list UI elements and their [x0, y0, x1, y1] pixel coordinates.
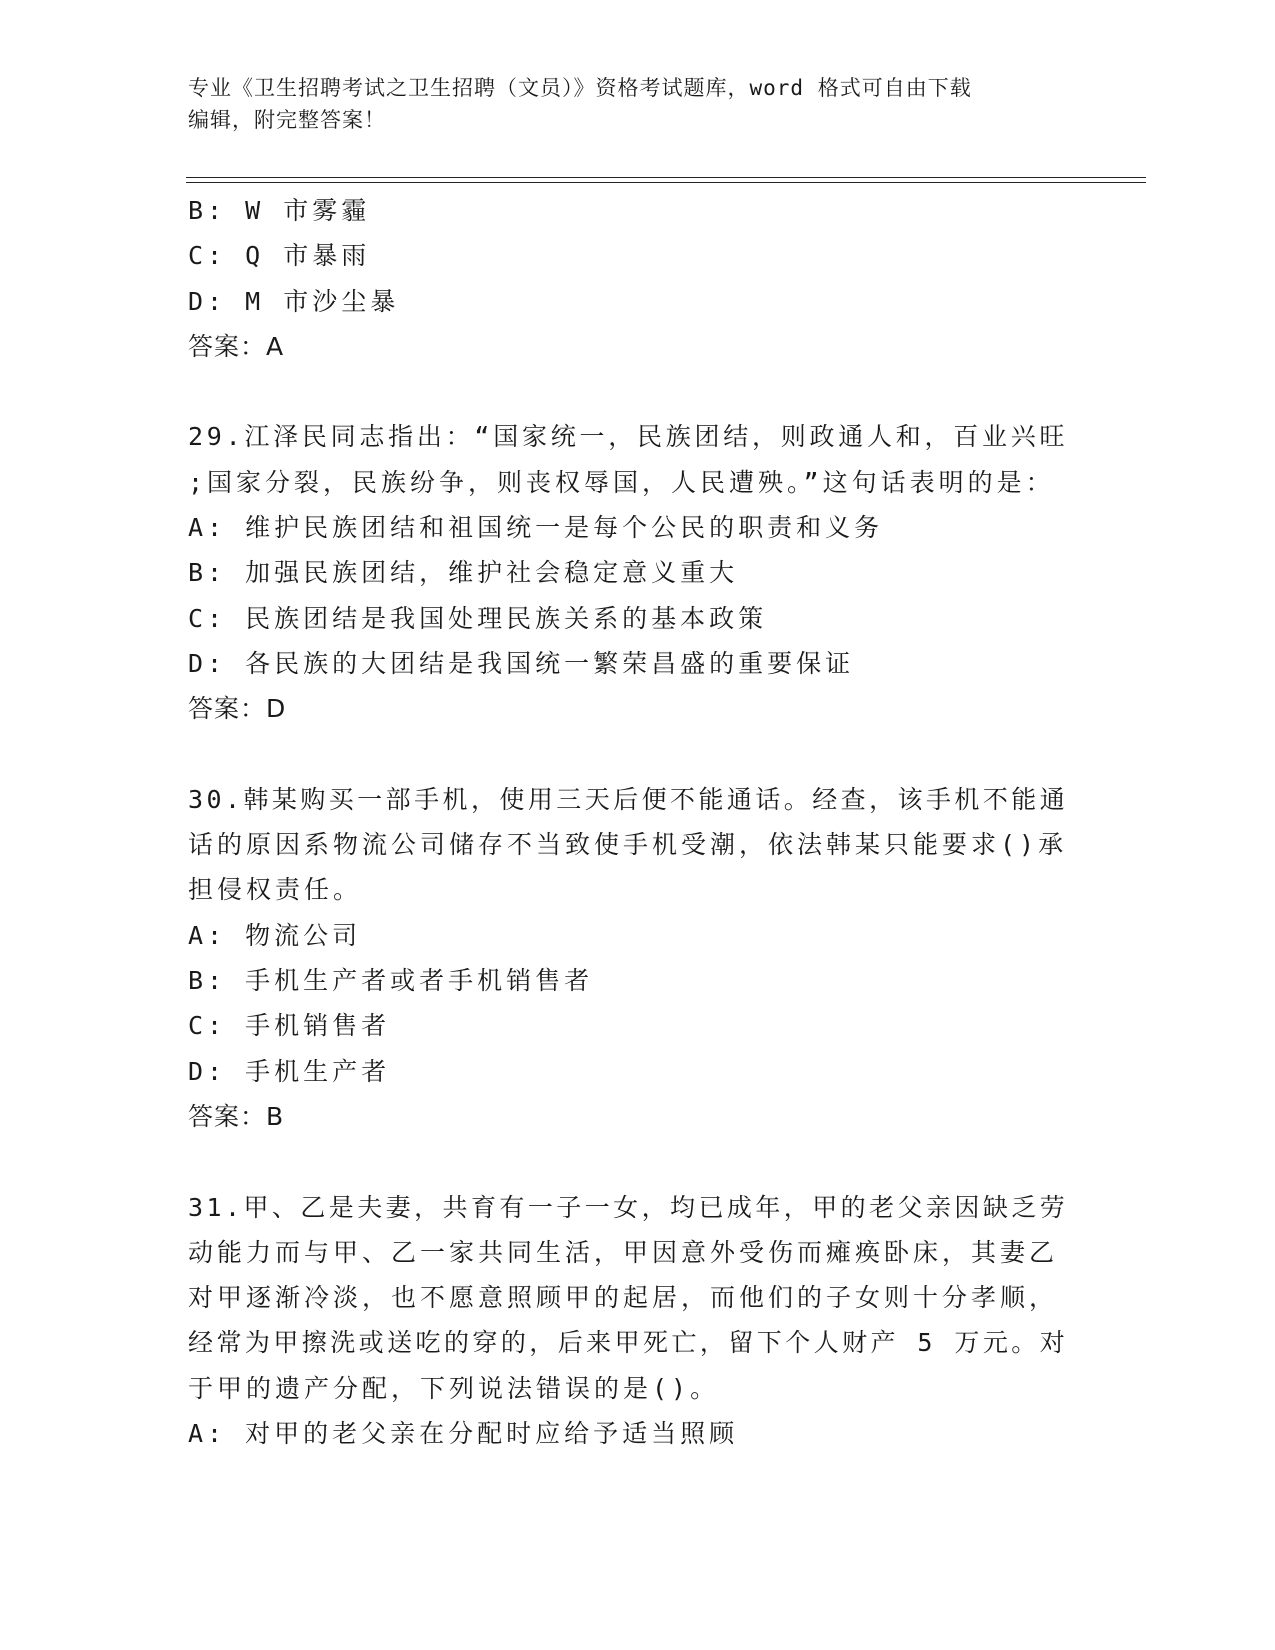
header-line-2: 编辑，附完整答案！ [188, 108, 386, 132]
option-c: C: 手机销售者 [188, 1011, 391, 1041]
document-header [188, 72, 1068, 136]
question-text-line: 动能力而与甲、乙一家共同生活，甲因意外受伤而瘫痪卧床，其妻乙 [188, 1237, 1059, 1267]
question-text-line: 31.甲、乙是夫妻，共育有一子一女，均已成年，甲的老父亲因缺乏劳 [188, 1192, 1069, 1222]
spacer [188, 732, 1068, 777]
question-text-line: 30.韩某购买一部手机，使用三天后便不能通话。经查，该手机不能通 [188, 784, 1069, 814]
question-text-line: 29.江泽民同志指出：“国家统一，民族团结，则政通人和，百业兴旺 [188, 422, 1069, 452]
option-c: C: Q 市暴雨 [188, 241, 371, 271]
question-29 [188, 414, 1068, 731]
answer-line: 答案：B [188, 1101, 285, 1131]
option-c: C: 民族团结是我国处理民族关系的基本政策 [188, 603, 768, 633]
option-a: A: 物流公司 [188, 920, 362, 950]
answer-line: 答案：A [188, 331, 285, 361]
header-divider-top [186, 177, 1146, 178]
question-text-line: 于甲的遗产分配，下列说法错误的是()。 [188, 1373, 720, 1403]
option-d: D: 手机生产者 [188, 1056, 391, 1086]
answer-line: 答案：D [188, 694, 287, 724]
question-text-line: 经常为甲擦洗或送吃的穿的，后来甲死亡，留下个人财产 5 万元。对 [188, 1328, 1069, 1358]
option-d: D: M 市沙尘暴 [188, 286, 400, 316]
question-text-line: 担侵权责任。 [188, 875, 363, 905]
header-divider-bottom [186, 182, 1146, 183]
spacer [188, 1139, 1068, 1184]
option-b: B: 手机生产者或者手机销售者 [188, 966, 594, 996]
question-30 [188, 777, 1068, 1139]
question-text-line: 对甲逐渐冷淡，也不愿意照顾甲的起居，而他们的子女则十分孝顺， [188, 1283, 1059, 1313]
question-text-line: ;国家分裂，民族纷争，则丧权辱国，人民遭殃。”这句话表明的是： [188, 467, 1055, 497]
header-line-1: 专业《卫生招聘考试之卫生招聘（文员）》资格考试题库，word 格式可自由下载 [188, 76, 972, 100]
option-b: B: 加强民族团结，维护社会稳定意义重大 [188, 558, 739, 588]
option-d: D: 各民族的大团结是我国统一繁荣昌盛的重要保证 [188, 648, 855, 678]
question-28-tail [188, 188, 1068, 369]
question-text-line: 话的原因系物流公司储存不当致使手机受潮，依法韩某只能要求()承 [188, 830, 1068, 860]
question-31 [188, 1185, 1068, 1457]
option-a: A: 对甲的老父亲在分配时应给予适当照顾 [188, 1419, 739, 1449]
option-a: A: 维护民族团结和祖国统一是每个公民的职责和义务 [188, 513, 884, 543]
spacer [188, 369, 1068, 414]
option-b: B: W 市雾霾 [188, 196, 371, 225]
question-content [188, 188, 1068, 1456]
